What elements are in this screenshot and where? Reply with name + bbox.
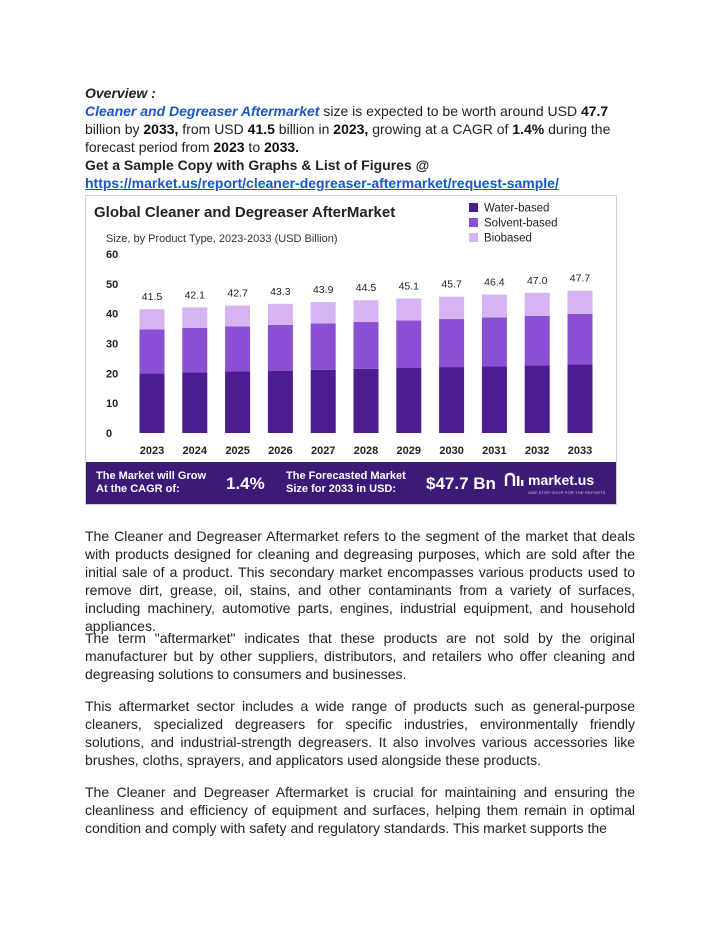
y-tick-label: 0 — [106, 428, 113, 440]
forecast-label-line2: Size for 2033 in USD: — [286, 483, 397, 495]
bar-biobased-2025 — [225, 306, 250, 327]
bar-water-based-2024 — [182, 372, 207, 433]
x-tick-label-2024: 2024 — [182, 445, 208, 457]
bar-solvent-based-2028 — [354, 322, 379, 369]
bar-water-based-2029 — [396, 368, 421, 433]
chart-subtitle: Size, by Product Type, 2023-2033 (USD Billion) — [106, 233, 338, 245]
legend-swatch-water-based — [469, 203, 478, 212]
chart-legend — [469, 203, 558, 245]
cagr-value: 1.4% — [512, 121, 545, 137]
market-us-logo — [504, 472, 594, 488]
x-tick-label-2032: 2032 — [524, 445, 550, 457]
value-2023: 41.5 — [247, 121, 275, 137]
intro-section — [85, 84, 635, 192]
forecast-label-line1: The Forecasted Market — [286, 470, 406, 482]
x-tick-label-2028: 2028 — [353, 445, 379, 457]
to-year: 2033. — [264, 139, 300, 155]
bar-water-based-2023 — [140, 373, 165, 433]
bar-biobased-2029 — [396, 298, 421, 320]
y-tick-label: 30 — [106, 338, 119, 351]
total-label-2025: 42.7 — [227, 287, 248, 300]
footer-cagr-value: 1.4% — [226, 474, 265, 493]
overview-text-part: from USD — [178, 121, 248, 137]
y-tick-label: 40 — [106, 308, 119, 321]
bar-solvent-based-2023 — [140, 329, 165, 373]
overview-text-part: billion by — [85, 121, 144, 137]
x-tick-label-2027: 2027 — [310, 445, 336, 457]
bar-solvent-based-2032 — [525, 316, 550, 366]
total-label-2023: 41.5 — [141, 291, 163, 304]
legend-swatch-solvent-based — [469, 218, 478, 227]
bar-biobased-2024 — [182, 307, 207, 328]
bar-biobased-2028 — [354, 300, 379, 322]
paragraph-definition: The Cleaner and Degreaser Aftermarket refers to the segment of the market that deals with products designed for cleaning and degreasing purposes, which are sold after the initial sale of a product. This secondary market encompasses various products used to remove dirt, grease, oil, stains, and other contaminants from a variety of surfaces, including machinery, automotive parts, engines, industrial equipment, and household appliances. — [85, 528, 635, 634]
paragraph-aftermarket-term: The term "aftermarket" indicates that these products are not sold by the original manufacturer but by other suppliers, distributors, and retailers who offer cleaning and degreasing solutions to consumers and businesses. — [85, 630, 635, 682]
bar-water-based-2027 — [311, 370, 336, 433]
overview-heading: Overview : — [85, 85, 156, 101]
bar-water-based-2026 — [268, 371, 293, 433]
bar-solvent-based-2025 — [225, 326, 250, 371]
y-tick-label: 10 — [106, 398, 119, 411]
bar-biobased-2032 — [525, 293, 550, 316]
total-label-2033: 47.7 — [569, 272, 591, 285]
bar-biobased-2031 — [482, 295, 507, 318]
bar-biobased-2033 — [568, 291, 593, 314]
footer-forecast-value: $47.7 Bn — [426, 474, 496, 493]
x-tick-label-2031: 2031 — [482, 445, 507, 457]
cagr-label-line1: The Market will Grow — [96, 470, 207, 482]
total-label-2024: 42.1 — [184, 289, 206, 302]
chart-plot — [86, 196, 616, 462]
cagr-label-line2: At the CAGR of: — [96, 483, 180, 495]
overview-text-part: billion in — [274, 121, 334, 137]
chart-footer-banner — [86, 462, 616, 504]
from-year: 2023 — [213, 139, 245, 155]
bar-biobased-2030 — [439, 297, 464, 319]
overview-text-part: growing at a CAGR of — [368, 121, 513, 137]
bar-biobased-2023 — [140, 309, 165, 329]
total-label-2029: 45.1 — [398, 280, 420, 293]
value-2033: 47.7 — [580, 103, 609, 119]
y-tick-label: 20 — [106, 368, 119, 381]
x-tick-label-2025: 2025 — [225, 445, 250, 457]
bar-solvent-based-2030 — [439, 319, 464, 367]
bar-solvent-based-2027 — [311, 324, 336, 370]
x-tick-label-2030: 2030 — [439, 445, 464, 457]
overview-text-part: during the forecast period from — [85, 121, 611, 155]
bars — [140, 273, 593, 433]
overview-text-part: size is expected to be worth around USD — [319, 103, 581, 119]
total-label-2031: 46.4 — [484, 276, 505, 289]
forecast-label — [286, 470, 406, 496]
x-tick-label-2026: 2026 — [268, 445, 293, 457]
overview-text — [85, 102, 635, 156]
total-label-2030: 45.7 — [441, 278, 462, 291]
bar-solvent-based-2024 — [182, 328, 207, 372]
bar-water-based-2030 — [439, 367, 464, 433]
bar-water-based-2033 — [568, 364, 593, 433]
brand-name: market.us — [528, 472, 595, 488]
chart-title: Global Cleaner and Degreaser AfterMarket — [94, 204, 396, 221]
x-tick-label-2033: 2033 — [567, 445, 593, 457]
market-us-logo-icon — [504, 472, 524, 488]
market-chart — [85, 195, 617, 505]
year-2033: 2033, — [143, 121, 179, 137]
total-label-2026: 43.3 — [270, 285, 291, 298]
sample-request-link[interactable]: https://market.us/report/cleaner-degreaser-aftermarket/request-sample/ — [85, 175, 559, 191]
bar-solvent-based-2026 — [268, 325, 293, 371]
year-2023: 2023, — [333, 121, 369, 137]
total-label-2032: 47.0 — [526, 274, 548, 287]
legend-label: Solvent-based — [484, 217, 558, 230]
overview-text-part: to — [244, 139, 265, 155]
bar-water-based-2031 — [482, 366, 507, 433]
bar-water-based-2032 — [525, 365, 550, 433]
brand-tagline: ONE STOP SHOP FOR THE REPORTS — [528, 490, 606, 495]
bar-solvent-based-2029 — [396, 321, 421, 368]
total-label-2027: 43.9 — [312, 284, 334, 297]
paragraph-products: This aftermarket sector includes a wide range of products such as general-purpose cleaners, specialized degreasers for specific industries, environmentally friendly solutions, and industrial-strength degreasers. It also involves various accessories like brushes, cloths, sprayers, and applicators used alongside these products. — [85, 698, 635, 768]
bar-solvent-based-2031 — [482, 318, 507, 367]
legend-label: Biobased — [484, 232, 532, 245]
legend-label: Water-based — [484, 202, 550, 215]
x-tick-label-2029: 2029 — [396, 445, 422, 457]
sample-heading: Get a Sample Copy with Graphs & List of Figures @ — [85, 157, 430, 173]
x-tick-label-2023: 2023 — [139, 445, 165, 457]
y-tick-label: 50 — [106, 278, 119, 291]
x-axis — [140, 445, 592, 457]
y-tick-label: 60 — [106, 249, 119, 261]
paragraph-importance: The Cleaner and Degreaser Aftermarket is crucial for maintaining and ensuring the cleanliness and efficiency of equipment and surfaces, helping them remain in optimal condition and comply with safety and regulatory standards. This market supports the — [85, 784, 635, 836]
total-label-2028: 44.5 — [355, 282, 377, 295]
y-axis — [106, 249, 118, 440]
bar-biobased-2027 — [311, 302, 336, 323]
bar-water-based-2028 — [354, 369, 379, 433]
bar-water-based-2025 — [225, 372, 250, 433]
bar-solvent-based-2033 — [568, 314, 593, 364]
bar-biobased-2026 — [268, 304, 293, 325]
market-name-link[interactable]: Cleaner and Degreaser Aftermarket — [85, 103, 320, 119]
cagr-label — [96, 470, 206, 496]
legend-swatch-biobased — [469, 233, 478, 242]
